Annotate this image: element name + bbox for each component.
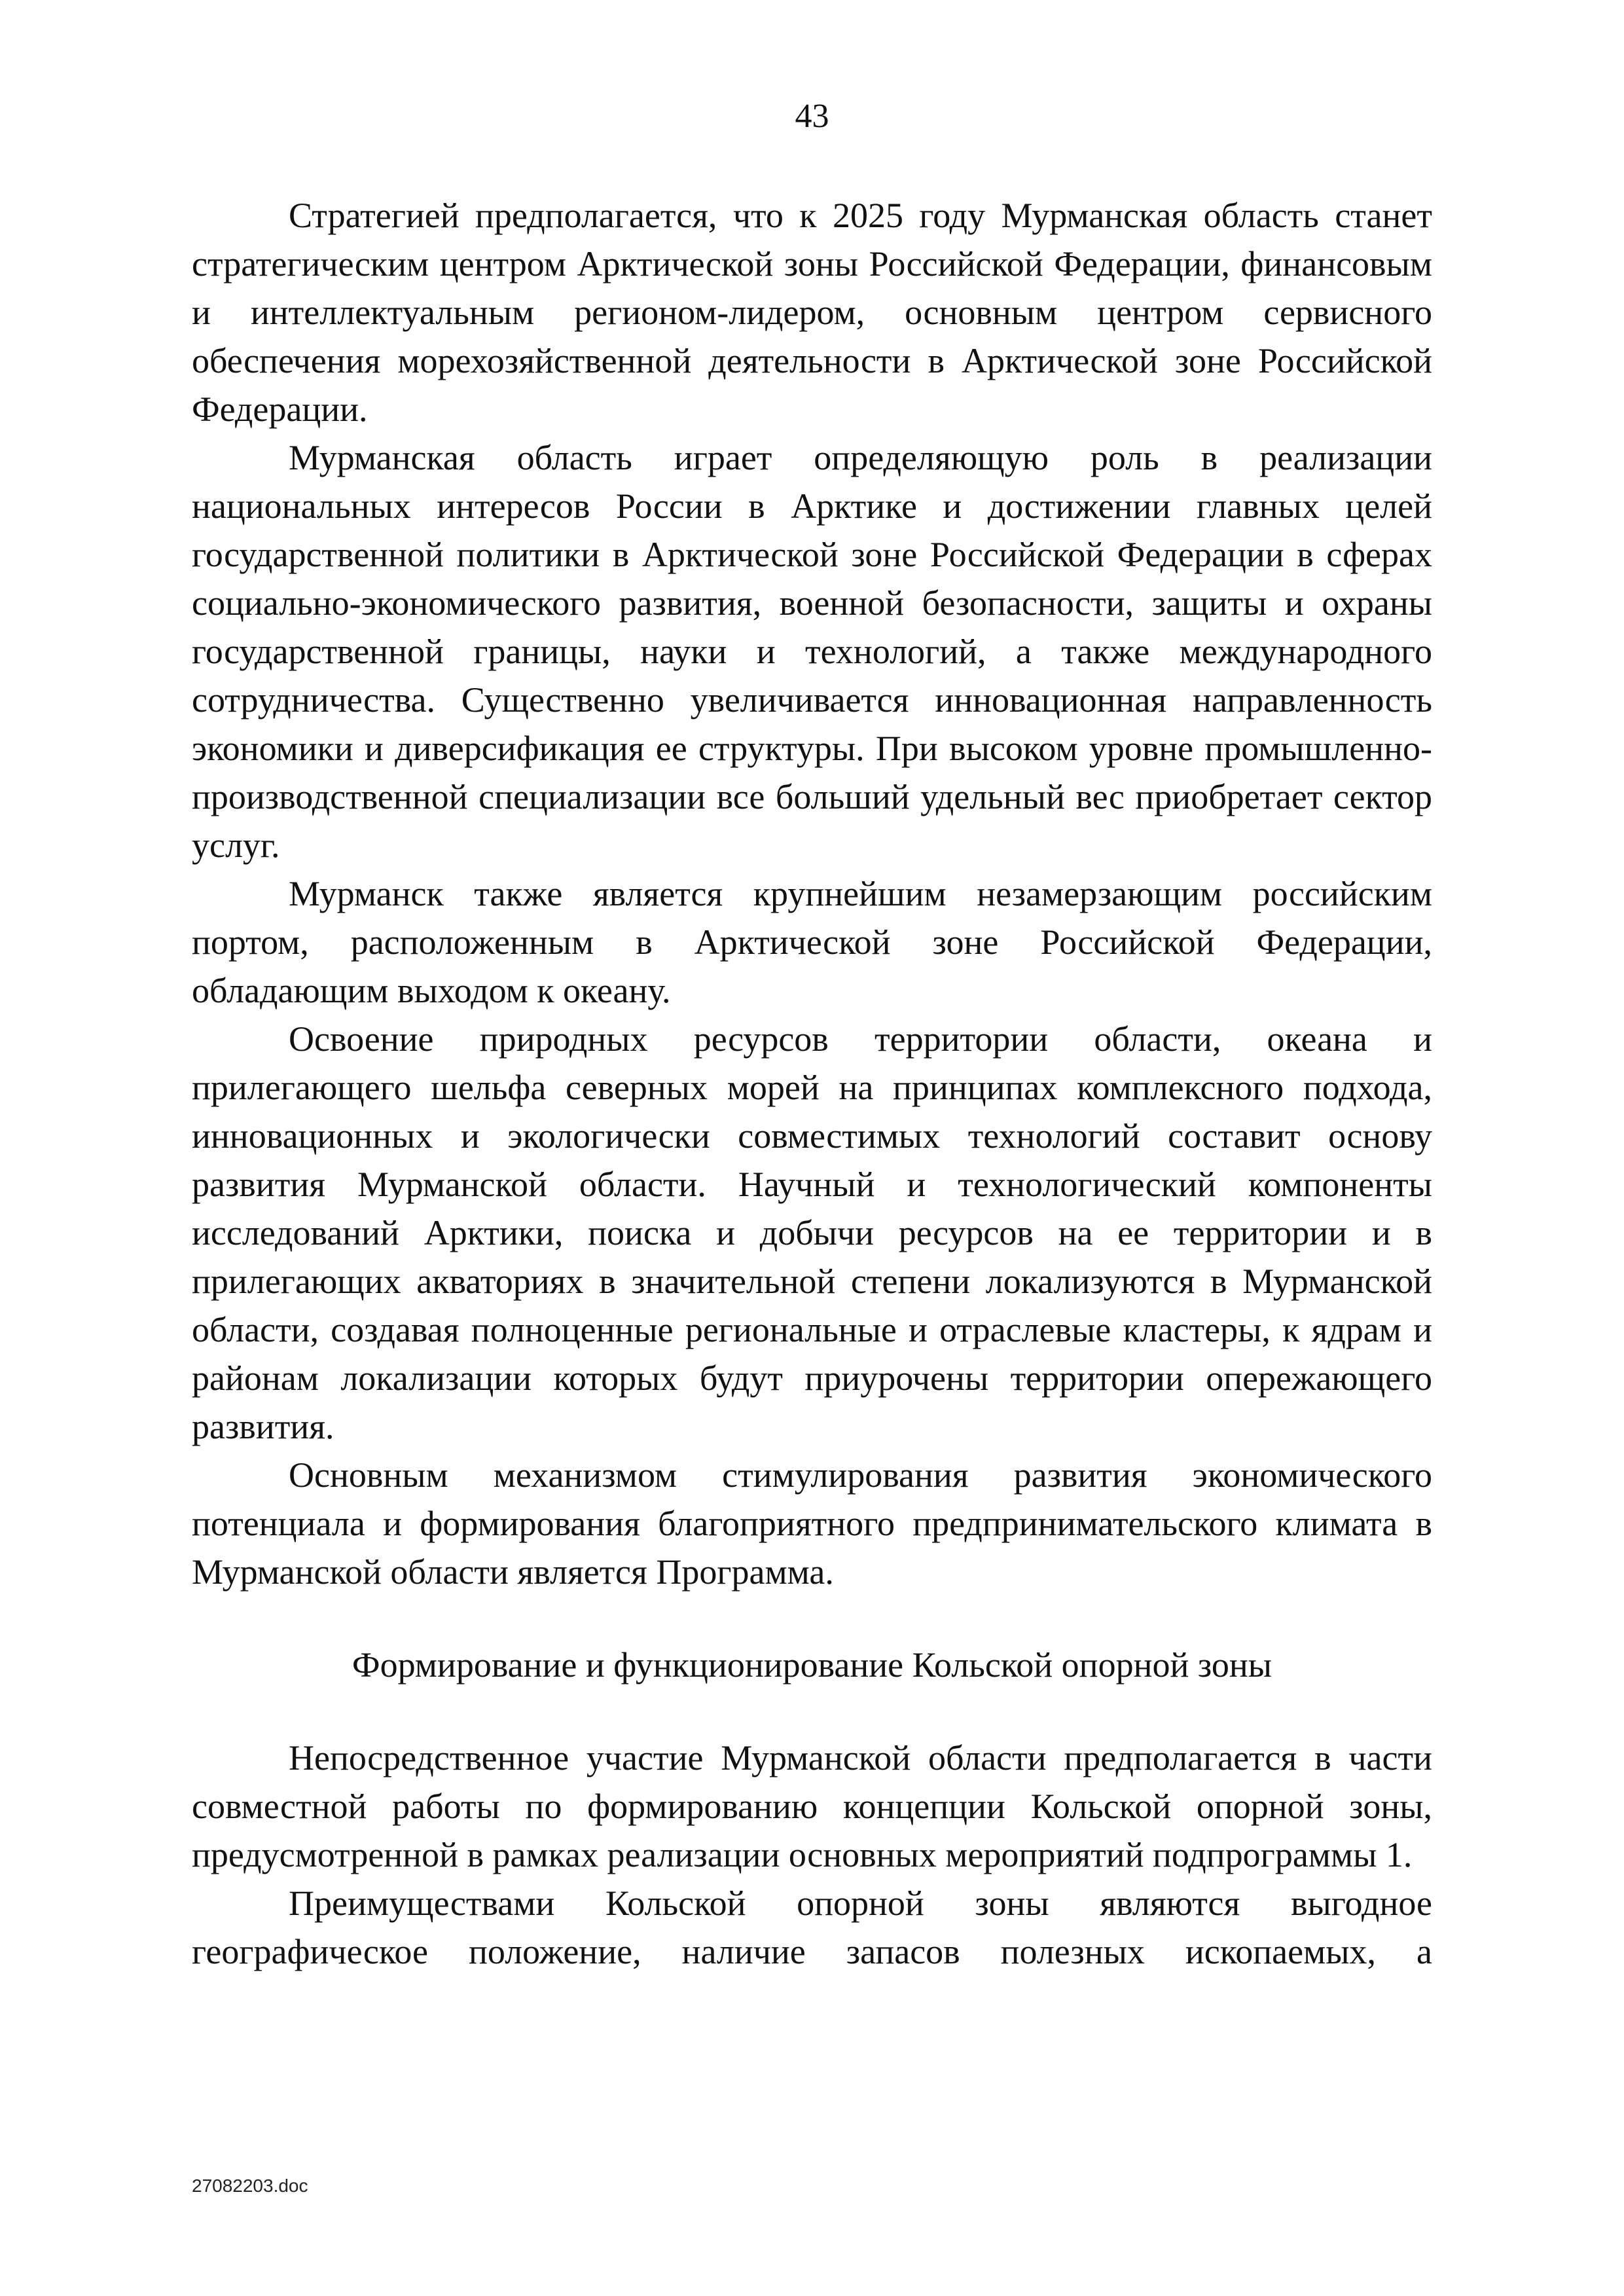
paragraph-resource-development: Освоение природных ресурсов территории области, океана и прилегающего шельфа северных морей на принципах комплексного подхода, инновационных и экологически совместимых технологий составит основу развития Мурманской области. Научный и технологический компоненты исследований Арктики, поиска и добычи ресурсов на ее территории и в прилегающих акваториях в значительной степени локализуются в Мурманской области, создавая полноценные региональные и отраслевые кластеры, к ядрам и районам локализации которых будут приурочены территории опережающего развития. bbox=[192, 1019, 1432, 1446]
paragraph-murmansk-role: Мурманская область играет определяющую роль в реализации национальных интересов России в Арктике и достижении главных целей государственной политики в Арктической зоне Российской Федерации в сферах социально-экономического развития, военной безопасности, защиты и охраны государственной границы, науки и технологий, а также международного сотрудничества. Существенно увеличивается инновационная направленность экономики и диверсификация ее структуры. При высоком уровне промышленно-производственной специализации все больший удельный вес приобретает сектор услуг. bbox=[192, 438, 1432, 865]
page-number: 43 bbox=[795, 98, 829, 135]
document-body bbox=[192, 191, 1432, 1976]
document-filename-footer: 27082203.doc bbox=[192, 2176, 308, 2196]
section-heading: Формирование и функционирование Кольской опорной зоны bbox=[352, 1645, 1272, 1685]
paragraph-murmansk-port: Мурманск также является крупнейшим незамерзающим российским портом, расположенным в Арктической зоне Российской Федерации, обладающим выходом к океану. bbox=[192, 874, 1432, 1010]
paragraph-kola-zone-participation: Непосредственное участие Мурманской области предполагается в части совместной работы по формированию концепции Кольской опорной зоны, предусмотренной в рамках реализации основных мероприятий подпрограммы 1. bbox=[192, 1738, 1432, 1874]
paragraph-strategy-2025: Стратегией предполагается, что к 2025 году Мурманская область станет стратегическим центром Арктической зоны Российской Федерации, финансовым и интеллектуальным регионом-лидером, основным центром сервисного обеспечения морехозяйственной деятельности в Арктической зоне Российской Федерации. bbox=[192, 196, 1432, 429]
paragraph-program-mechanism: Основным механизмом стимулирования развития экономического потенциала и формирования благоприятного предпринимательского климата в Мурманской области является Программа. bbox=[192, 1455, 1432, 1592]
paragraph-kola-zone-advantages: Преимуществами Кольской опорной зоны являются выгодное географическое положение, наличие запасов полезных ископаемых, а bbox=[192, 1884, 1432, 1971]
